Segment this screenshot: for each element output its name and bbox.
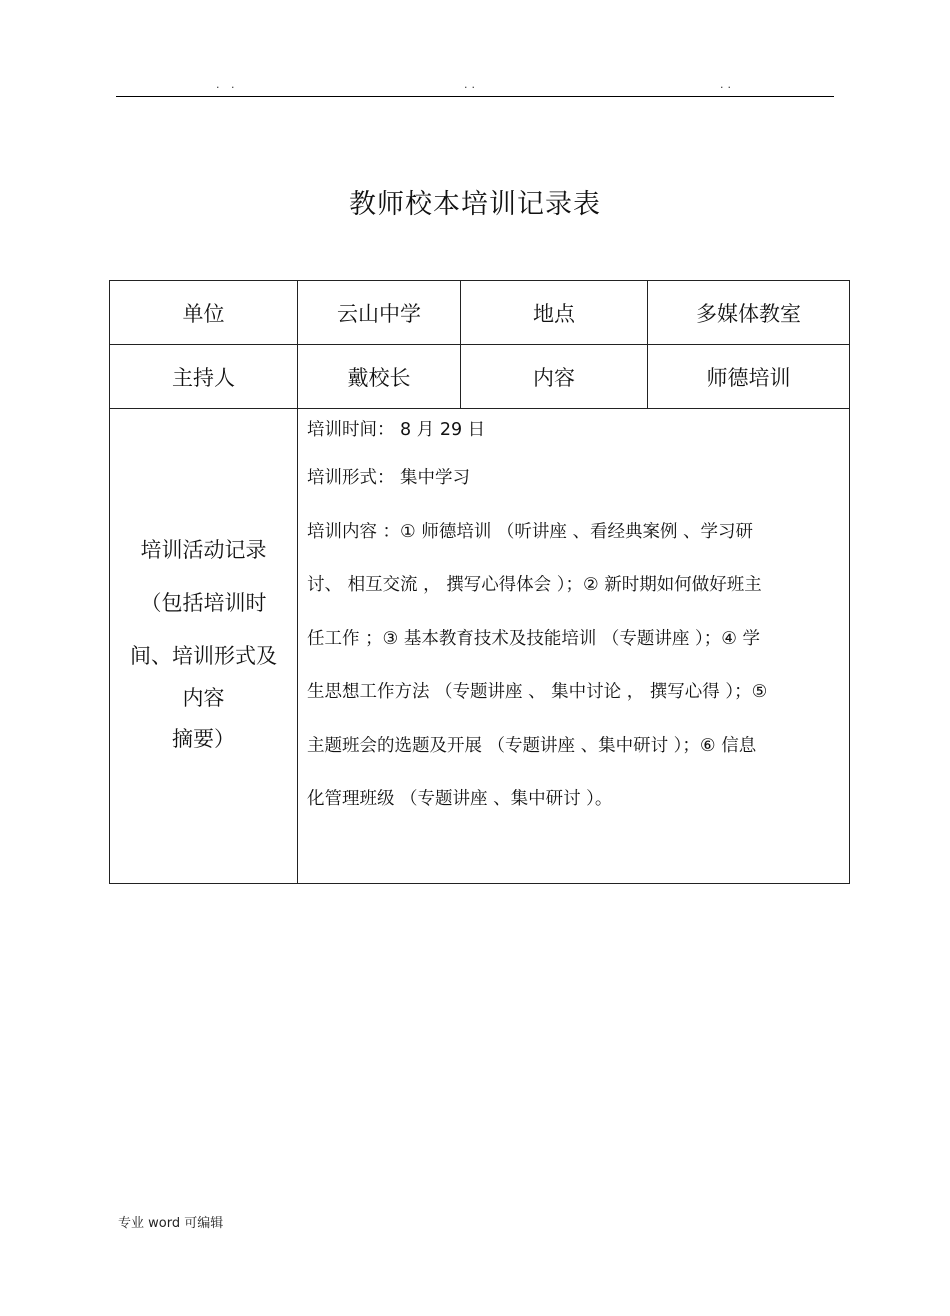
header-dots-right: .. bbox=[720, 78, 735, 91]
record-label-line: 培训活动记录 bbox=[140, 537, 267, 562]
content-label: 内容 bbox=[461, 345, 648, 409]
host-value: 戴校长 bbox=[298, 345, 461, 409]
header-dots-center: .. bbox=[464, 78, 479, 91]
content-value: 师德培训 bbox=[648, 345, 850, 409]
host-label: 主持人 bbox=[110, 345, 298, 409]
unit-value: 云山中学 bbox=[298, 281, 461, 345]
table-row bbox=[110, 345, 850, 409]
training-content-line: 化管理班级 （专题讲座 、集中研讨 ）。 bbox=[307, 789, 613, 809]
record-label-cell bbox=[110, 409, 298, 884]
table-row bbox=[110, 281, 850, 345]
location-label: 地点 bbox=[461, 281, 648, 345]
document-title: 教师校本培训记录表 bbox=[349, 189, 601, 220]
record-label-line: （包括培训时 bbox=[140, 590, 267, 615]
record-label-line: 摘要） bbox=[172, 726, 235, 751]
training-content-line: 生思想工作方法 （专题讲座 、 集中讨论 ， 撰写心得 ）；⑤ bbox=[307, 682, 768, 702]
header-dots-left: . . bbox=[216, 78, 239, 91]
record-content-cell bbox=[298, 409, 850, 884]
record-label bbox=[110, 514, 297, 779]
page-header bbox=[116, 72, 834, 97]
record-label-line: 内容 bbox=[182, 685, 225, 710]
location-value: 多媒体教室 bbox=[648, 281, 850, 345]
training-content-line: 讨、 相互交流 ， 撰写心得体会 ）；② 新时期如何做好班主 bbox=[307, 575, 762, 595]
page-footer: 专业 word 可编辑 bbox=[118, 1216, 224, 1231]
training-time: 培训时间： 8 月 29 日 bbox=[307, 420, 486, 440]
training-record-table bbox=[109, 280, 850, 884]
training-content-line: 主题班会的选题及开展 （专题讲座 、集中研讨 ）；⑥ 信息 bbox=[307, 735, 757, 756]
table-row bbox=[110, 409, 850, 884]
training-content-line: 任工作 ；③ 基本教育技术及技能培训 （专题讲座 ）；④ 学 bbox=[307, 628, 760, 649]
training-content-line: 培训内容 ：① 师德培训 （听讲座 、看经典案例 、学习研 bbox=[307, 521, 754, 542]
unit-label: 单位 bbox=[110, 281, 298, 345]
record-label-line: 间、培训形式及 bbox=[130, 643, 277, 668]
training-format: 培训形式： 集中学习 bbox=[307, 468, 471, 488]
